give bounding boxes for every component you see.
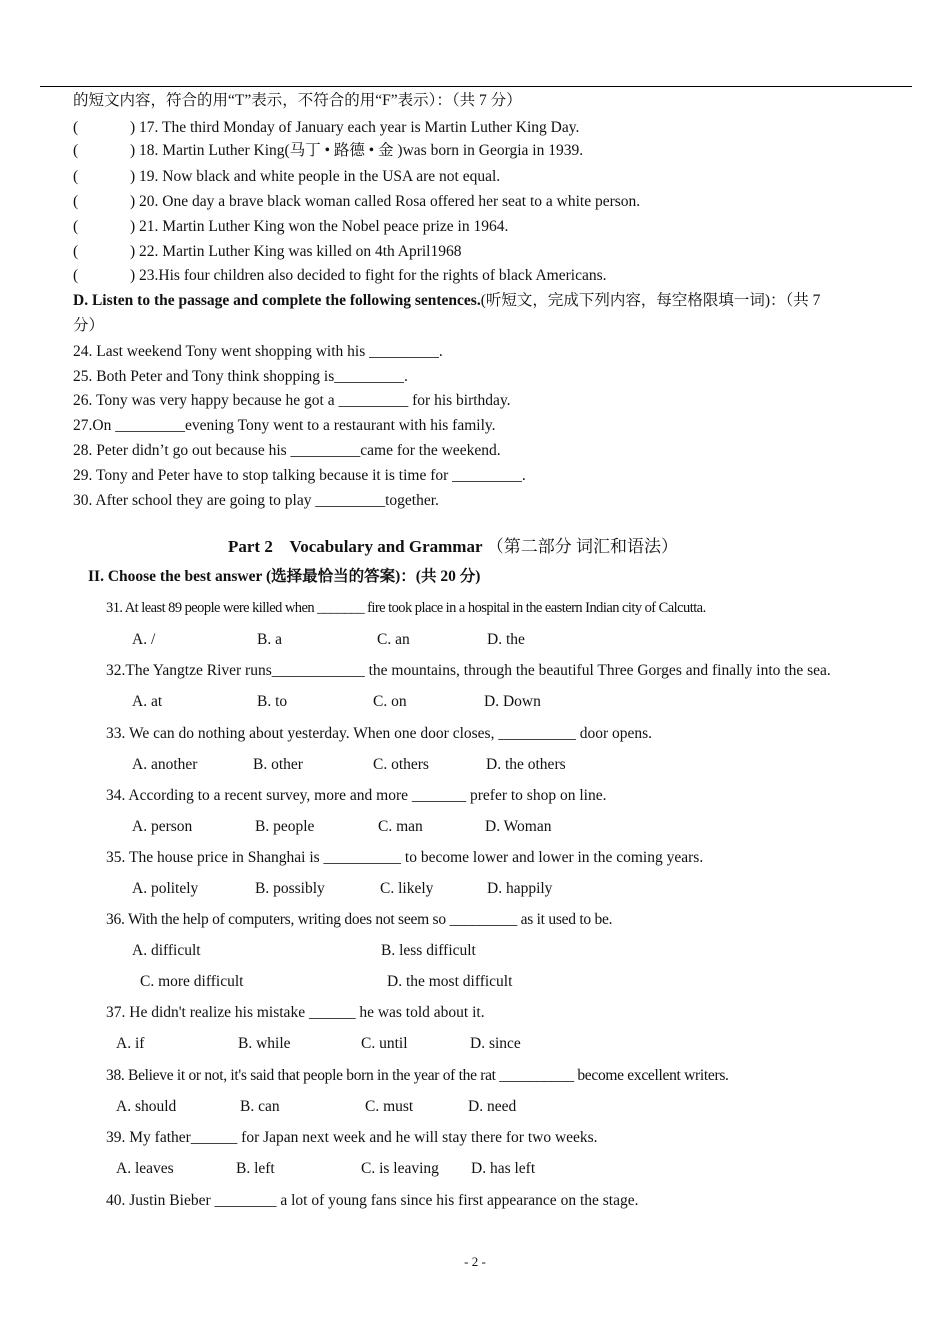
q34-option-a[interactable]: A. person [132,818,193,835]
q33-option-c[interactable]: C. others [373,756,429,773]
q35-option-d[interactable]: D. happily [487,880,553,897]
tf-item-17: ( ) 17. The third Monday of January each year is Martin Luther King Day. [73,119,580,136]
q32-option-b[interactable]: B. to [257,693,288,710]
q33-option-b[interactable]: B. other [253,756,303,773]
q39-option-b[interactable]: B. left [236,1160,275,1177]
mc-question-38: 38. Believe it or not, it's said that people born in the year of the rat __________ become excellent writers. [106,1067,729,1084]
fill-item-27: 27.On _________evening Tony went to a restaurant with his family. [73,417,496,434]
answer-paren[interactable]: ( [73,142,79,159]
part2-title: Part 2 Vocabulary and Grammar [228,537,483,556]
q33-option-d[interactable]: D. the others [486,756,566,773]
q38-option-d[interactable]: D. need [468,1098,517,1115]
q31-option-d[interactable]: D. the [487,631,525,648]
q37-option-b[interactable]: B. while [238,1035,291,1052]
q39-option-c[interactable]: C. is leaving [361,1160,439,1177]
mc-question-39: 39. My father______ for Japan next week and he will stay there for two weeks. [106,1129,598,1146]
fill-item-25: 25. Both Peter and Tony think shopping is_________. [73,368,408,385]
q37-option-a[interactable]: A. if [116,1035,145,1052]
q31-option-b[interactable]: B. a [257,631,282,648]
q36-option-d[interactable]: D. the most difficult [387,973,513,990]
section-ii-title: II. Choose the best answer ( [88,568,272,585]
q38-option-a[interactable]: A. should [116,1098,177,1115]
mc-question-40: 40. Justin Bieber ________ a lot of young fans since his first appearance on the stage. [106,1192,639,1209]
part2-heading [228,538,678,555]
answer-paren[interactable]: ( [73,267,79,284]
tf-item-19: ( ) 19. Now black and white people in the USA are not equal. [73,168,501,185]
q36-option-c[interactable]: C. more difficult [140,973,244,990]
q34-option-c[interactable]: C. man [378,818,423,835]
fill-item-28: 28. Peter didn’t go out because his _________came for the weekend. [73,442,501,459]
section-d-instruction: (听短文，完成下列内容，每空格限填一词)：（共 7 [480,292,821,309]
part2-cn-title: （第二部分 词汇和语法） [486,537,679,556]
tf-item-22: ( ) 22. Martin Luther King was killed on 4th April1968 [73,243,462,260]
q32-option-a[interactable]: A. at [132,693,163,710]
q32-option-c[interactable]: C. on [373,693,407,710]
page-number: - 2 - [464,1254,486,1269]
q36-option-a[interactable]: A. difficult [132,942,201,959]
q39-option-a[interactable]: A. leaves [116,1160,174,1177]
q35-option-b[interactable]: B. possibly [255,880,325,897]
fill-item-24: 24. Last weekend Tony went shopping with his _________. [73,343,443,360]
section-ii-instruction: 选择最恰当的答案)：(共 20 分) [271,568,481,585]
intro-instruction: 的短文内容，符合的用“T”表示，不符合的用“F”表示）：（共 7 分） [73,92,522,109]
q34-option-d[interactable]: D. Woman [485,818,552,835]
fill-item-29: 29. Tony and Peter have to stop talking because it is time for _________. [73,467,526,484]
tf-item-18: ( ) 18. Martin Luther King(马丁 • 路德 • 金 )was born in Georgia in 1939. [73,142,584,159]
tf-item-23: ( ) 23.His four children also decided to fight for the rights of black Americans. [73,267,607,284]
q37-option-d[interactable]: D. since [470,1035,521,1052]
section-d-heading [73,293,820,309]
mc-question-31: 31. At least 89 people were killed when _______ fire took place in a hospital in the eastern Indian city of Calcutta. [106,600,706,616]
q31-option-c[interactable]: C. an [377,631,410,648]
section-d-title: D. Listen to the passage and complete the following sentences. [73,292,481,309]
mc-question-34: 34. According to a recent survey, more and more _______ prefer to shop on line. [106,787,607,804]
section-ii-heading [88,569,480,585]
mc-question-35: 35. The house price in Shanghai is __________ to become lower and lower in the coming years. [106,849,704,866]
q38-option-b[interactable]: B. can [240,1098,280,1115]
q35-option-a[interactable]: A. politely [132,880,199,897]
fill-item-26: 26. Tony was very happy because he got a _________ for his birthday. [73,392,511,409]
answer-paren[interactable]: ( [73,218,79,235]
q35-option-c[interactable]: C. likely [380,880,434,897]
q38-option-c[interactable]: C. must [365,1098,414,1115]
tf-item-20: ( ) 20. One day a brave black woman called Rosa offered her seat to a white person. [73,193,641,210]
mc-question-36: 36. With the help of computers, writing does not seem so _________ as it used to be. [106,911,613,928]
q33-option-a[interactable]: A. another [132,756,198,773]
q31-option-a[interactable]: A. / [132,631,156,648]
mc-question-32: 32.The Yangtze River runs____________ the mountains, through the beautiful Three Gorges and finally into the sea. [106,662,831,679]
mc-question-37: 37. He didn't realize his mistake ______ he was told about it. [106,1004,485,1021]
mc-question-33: 33. We can do nothing about yesterday. When one door closes, __________ door opens. [106,725,653,742]
q39-option-d[interactable]: D. has left [471,1160,536,1177]
q32-option-d[interactable]: D. Down [484,693,541,710]
q34-option-b[interactable]: B. people [255,818,315,835]
q36-option-b[interactable]: B. less difficult [381,942,476,959]
section-d-instruction-cont: 分） [73,317,105,334]
tf-item-21: ( ) 21. Martin Luther King won the Nobel peace prize in 1964. [73,218,509,235]
answer-paren[interactable]: ( [73,168,79,185]
answer-paren[interactable]: ( [73,193,79,210]
answer-paren[interactable]: ( [73,119,79,136]
q37-option-c[interactable]: C. until [361,1035,408,1052]
fill-item-30: 30. After school they are going to play _________together. [73,492,439,509]
header-rule [40,86,912,87]
answer-paren[interactable]: ( [73,243,79,260]
